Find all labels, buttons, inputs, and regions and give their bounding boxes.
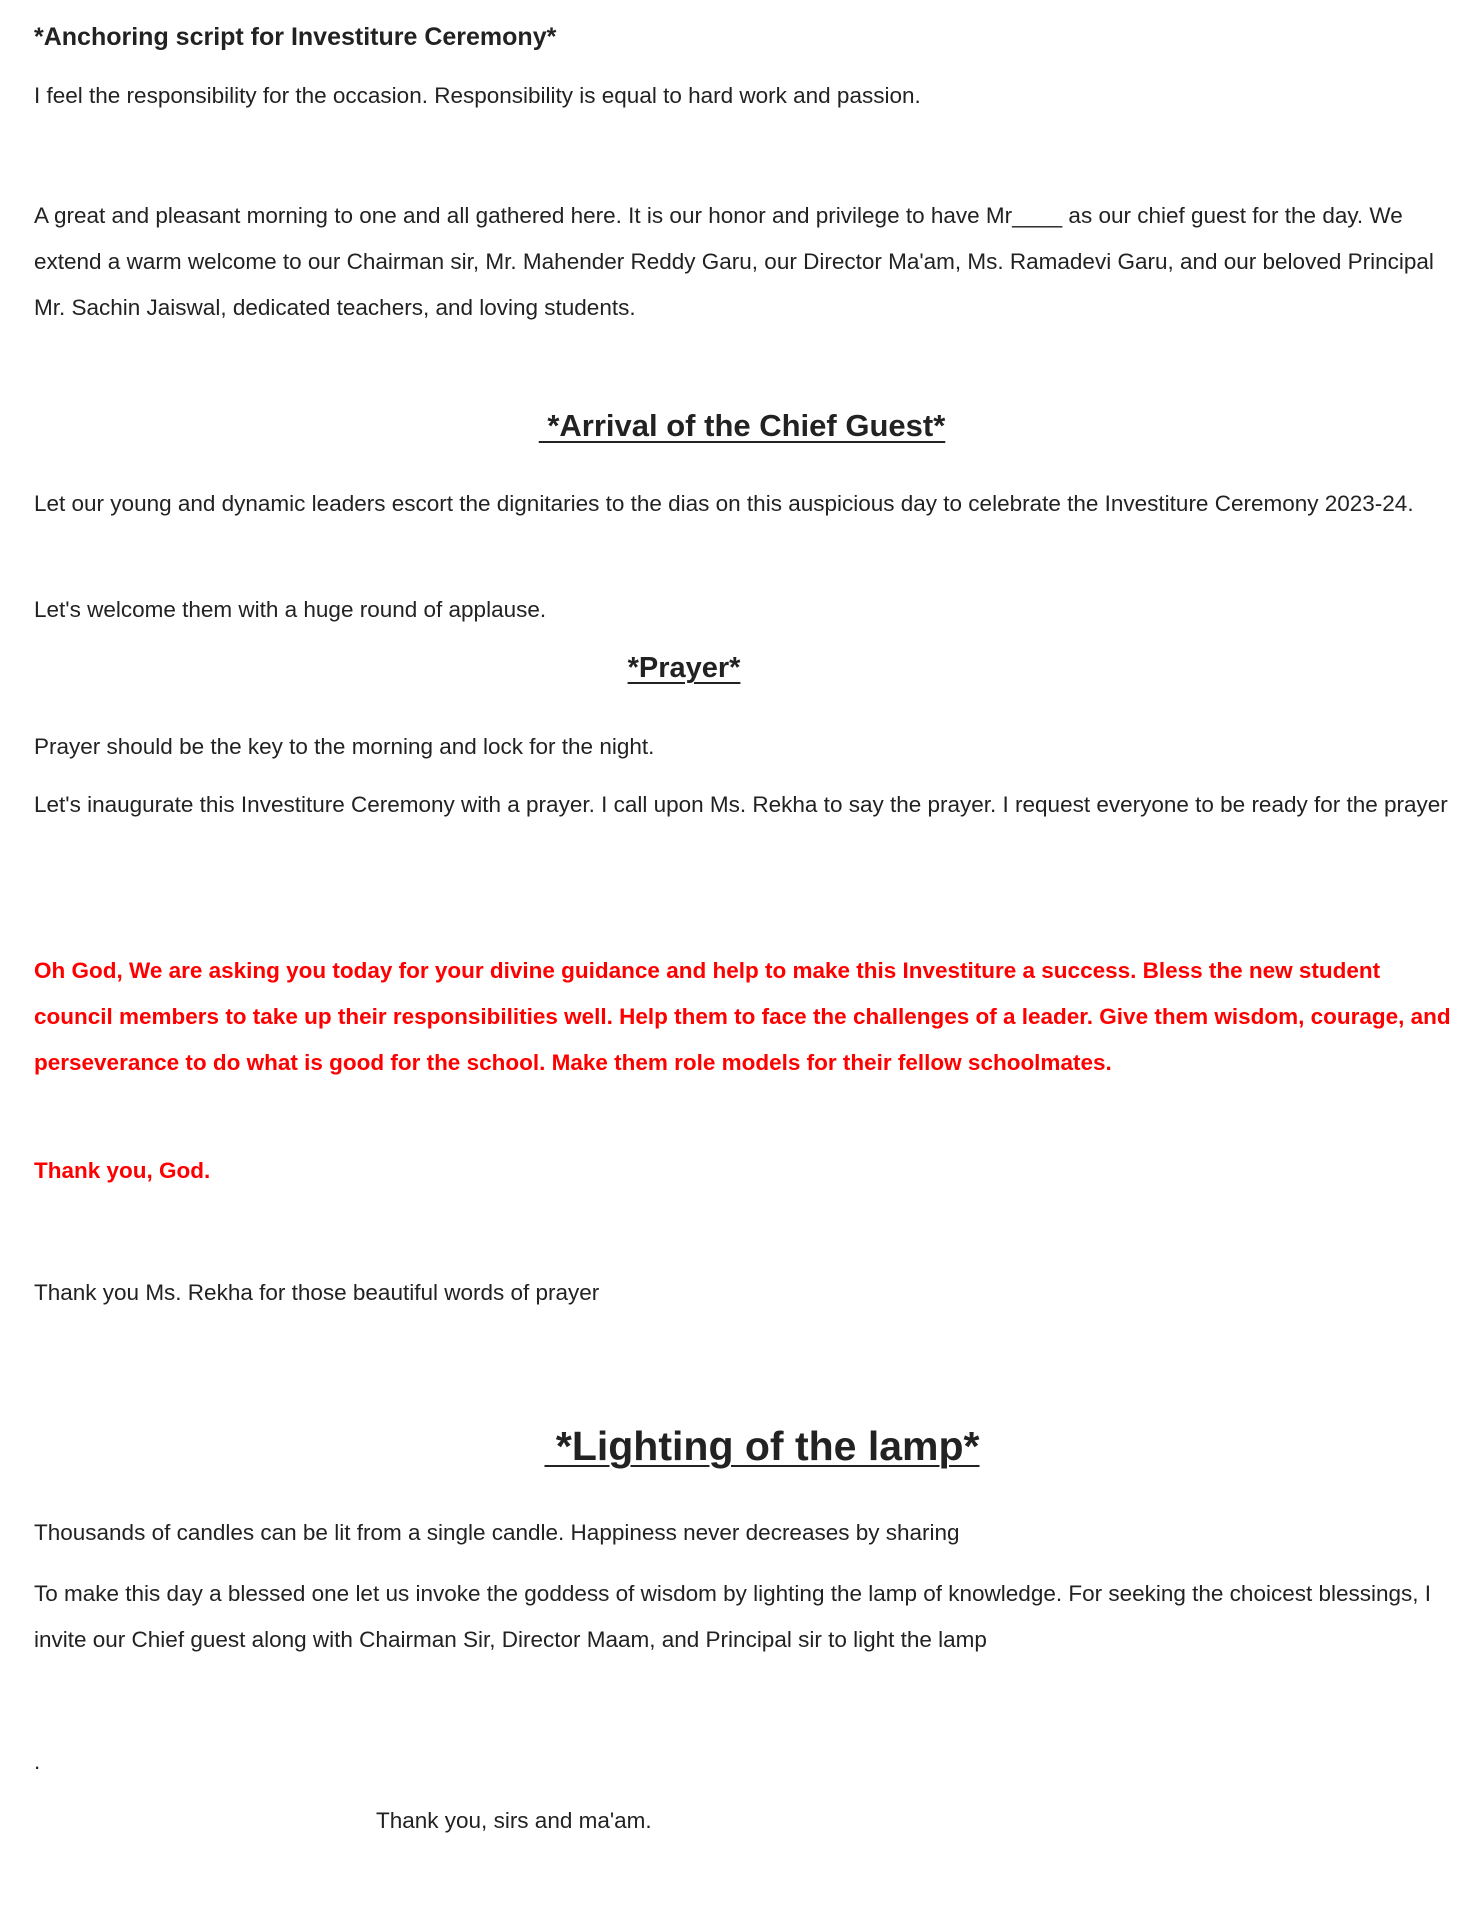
prayer-intro: Prayer should be the key to the morning and lock for the night. [34, 734, 655, 759]
lamp-invitation: To make this day a blessed one let us invoke the goddess of wisdom by lighting the lamp of knowledge. For seeking the choicest blessings, I invite our Chief guest along with Chairman Sir, Director Maam, and Principal sir to light the lamp [34, 1581, 1432, 1652]
lamp-heading: *Lighting of the lamp* [544, 1423, 980, 1469]
dot-line: . [34, 1749, 41, 1774]
applause-paragraph: Let's welcome them with a huge round of applause. [34, 597, 547, 622]
prayer-thanks-god: Thank you, God. [34, 1158, 211, 1183]
prayer-call: Let's inaugurate this Investiture Ceremony with a prayer. I call upon Ms. Rekha to say the prayer. I request everyone to be ready for the prayer [34, 792, 1448, 817]
arrival-heading: *Arrival of the Chief Guest* [538, 408, 946, 443]
document-title: *Anchoring script for Investiture Ceremony* [34, 23, 557, 51]
arrival-paragraph: Let our young and dynamic leaders escort the dignitaries to the dias on this auspicious day to celebrate the Investiture Ceremony 2023-24. [34, 491, 1414, 516]
intro-paragraph: I feel the responsibility for the occasion. Responsibility is equal to hard work and passion. [34, 83, 921, 108]
thanks-rekha: Thank you Ms. Rekha for those beautiful words of prayer [34, 1280, 600, 1305]
thanks-sirs: Thank you, sirs and ma'am. [376, 1808, 652, 1833]
prayer-heading: *Prayer* [627, 652, 741, 684]
prayer-text: Oh God, We are asking you today for your divine guidance and help to make this Investiture a success. Bless the new student council members to take up their responsibilities well. Help them to face the challenges of a leader. Give them wisdom, courage, and perseverance to do what is good for the school. Make them role models for their fellow schoolmates. [34, 958, 1451, 1075]
lamp-quote: Thousands of candles can be lit from a single candle. Happiness never decreases by sharing [34, 1520, 960, 1545]
welcome-paragraph: A great and pleasant morning to one and all gathered here. It is our honor and privilege to have Mr____ as our chief guest for the day. We extend a warm welcome to our Chairman sir, Mr. Mahender Reddy Garu, our Director Ma'am, Ms. Ramadevi Garu, and our beloved Principal Mr. Sachin Jaiswal, dedicated teachers, and loving students. [34, 203, 1434, 320]
